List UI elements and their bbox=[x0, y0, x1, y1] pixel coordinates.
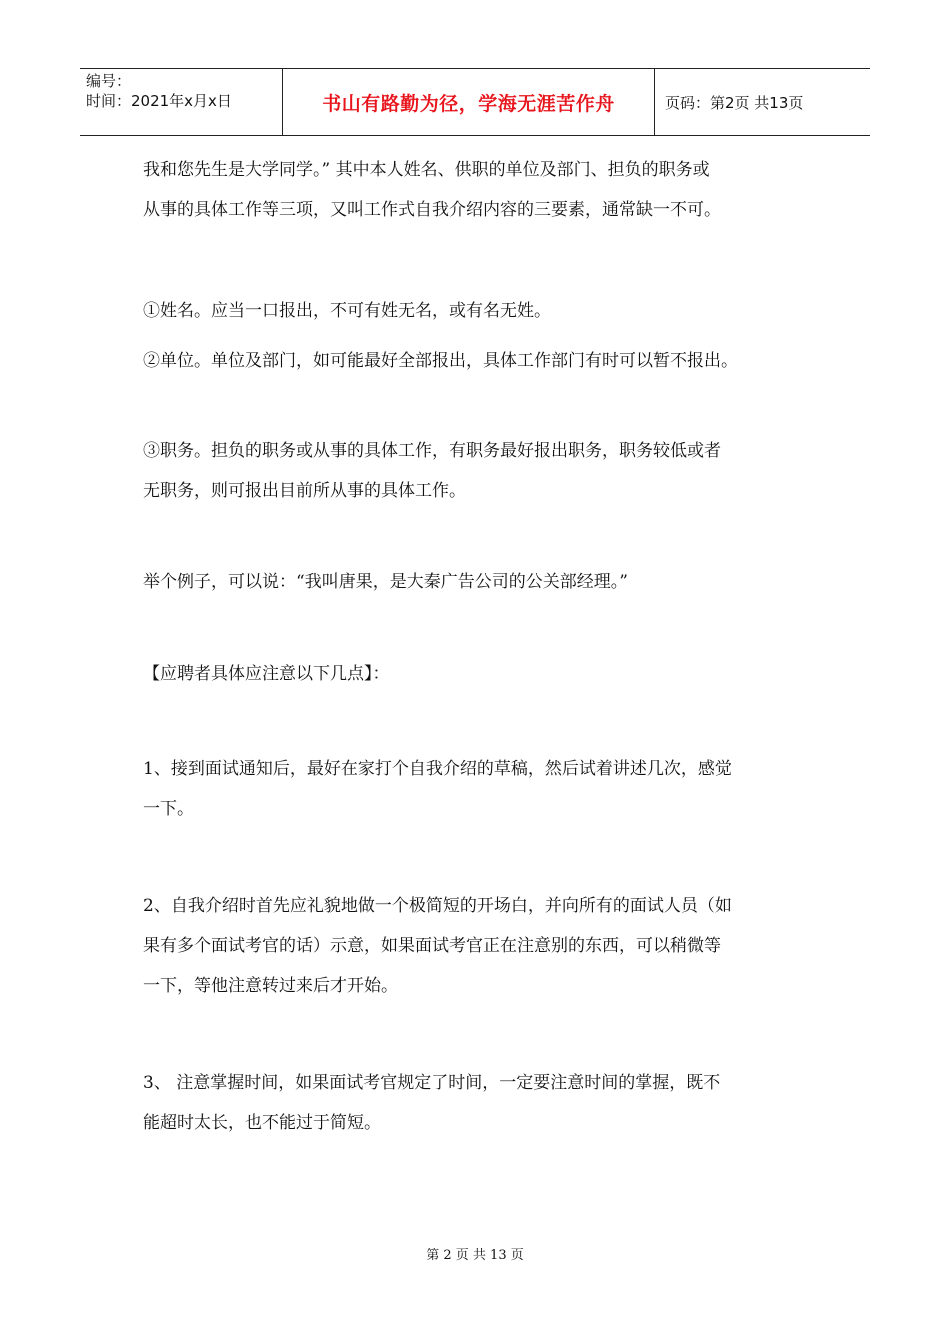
paragraph-name bbox=[143, 291, 823, 331]
paragraph-tip-2 bbox=[143, 886, 823, 1006]
document-body bbox=[143, 150, 823, 1143]
text-line: 【应聘者具体应注意以下几点】： bbox=[143, 664, 390, 684]
text-line: 从事的具体工作等三项，又叫工作式自我介绍内容的三要素，通常缺一不可。 bbox=[143, 200, 721, 220]
text-line: 能超时太长，也不能过于简短。 bbox=[143, 1113, 381, 1133]
text-line: 3、 注意掌握时间，如果面试考官规定了时间，一定要注意时间的掌握，既不 bbox=[143, 1073, 721, 1093]
page-header bbox=[80, 68, 870, 136]
header-page-info: 页码：第2页 共13页 bbox=[665, 93, 804, 112]
paragraph-tip-1 bbox=[143, 749, 823, 829]
text-line: 举个例子，可以说：“我叫唐果，是大秦广告公司的公关部经理。” bbox=[143, 572, 628, 592]
text-line: 我和您先生是大学同学。” 其中本人姓名、供职的单位及部门、担负的职务或 bbox=[143, 160, 710, 180]
paragraph-tips-heading bbox=[143, 654, 823, 694]
document-number-label: 编号： bbox=[86, 72, 132, 90]
header-meta bbox=[80, 69, 282, 135]
text-line: 2、自我介绍时首先应礼貌地做一个极简短的开场白，并向所有的面试人员（如 bbox=[143, 896, 732, 916]
page-footer: 第 2 页 共 13 页 bbox=[426, 1248, 524, 1263]
text-line: ②单位。单位及部门，如可能最好全部报出，具体工作部门有时可以暂不报出。 bbox=[143, 351, 738, 371]
text-line: 一下。 bbox=[143, 799, 194, 819]
paragraph-tip-3 bbox=[143, 1063, 823, 1143]
text-line: ③职务。担负的职务或从事的具体工作，有职务最好报出职务，职务较低或者 bbox=[143, 441, 721, 461]
paragraph-position bbox=[143, 431, 823, 511]
text-line: 果有多个面试考官的话）示意，如果面试考官正在注意别的东西，可以稍微等 bbox=[143, 936, 721, 956]
text-line: ①姓名。应当一口报出，不可有姓无名，或有名无姓。 bbox=[143, 301, 551, 321]
text-line: 1、接到面试通知后，最好在家打个自我介绍的草稿，然后试着讲述几次，感觉 bbox=[143, 759, 732, 779]
text-line: 无职务，则可报出目前所从事的具体工作。 bbox=[143, 481, 466, 501]
paragraph-example bbox=[143, 562, 823, 602]
paragraph-intro bbox=[143, 150, 823, 230]
paragraph-unit bbox=[143, 341, 823, 381]
text-line: 一下，等他注意转过来后才开始。 bbox=[143, 976, 398, 996]
header-motto: 书山有路勤为径，学海无涯苦作舟 bbox=[282, 69, 655, 135]
document-time-label: 时间：2021年x月x日 bbox=[86, 92, 232, 110]
